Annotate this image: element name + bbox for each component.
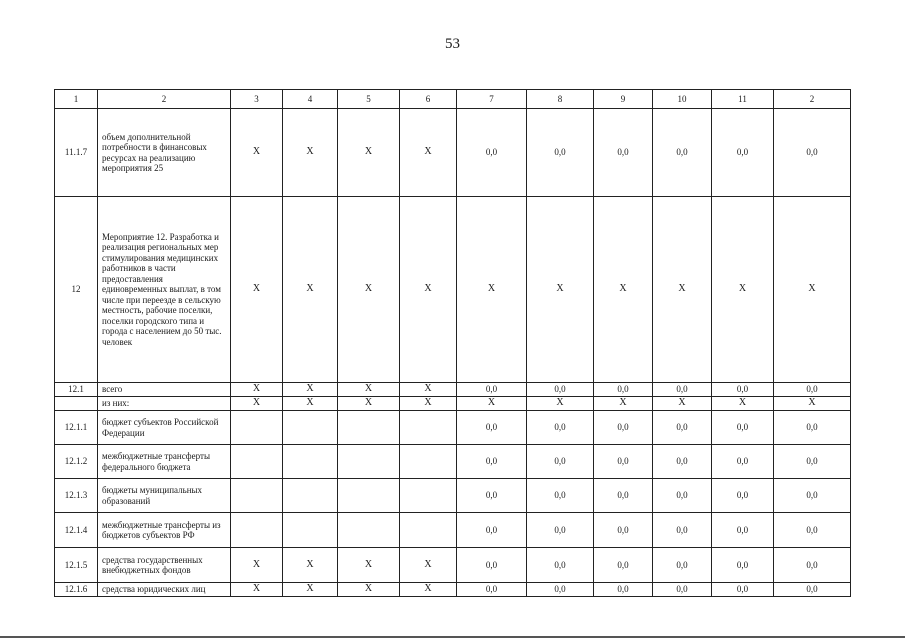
table-cell: 0,0 [653,513,712,548]
table-cell: 0,0 [594,548,653,583]
table-cell: 0,0 [712,548,774,583]
table-cell: X [594,397,653,411]
table-cell: 0,0 [527,513,594,548]
table-cell [283,513,338,548]
table-cell: X [338,383,400,397]
table-cell: 0,0 [774,411,851,445]
table-cell: X [400,197,457,383]
table-cell: 0,0 [774,445,851,479]
table-cell: X [594,197,653,383]
table-row [55,397,851,411]
table-cell: 0,0 [594,445,653,479]
table-cell [338,411,400,445]
row-number: 12.1.2 [55,445,98,479]
table-row [55,548,851,583]
header-cell: 6 [400,90,457,109]
table-cell: 0,0 [594,383,653,397]
row-description: средства государственных внебюджетных фондов [98,548,231,583]
table-cell: X [400,109,457,197]
table-cell [400,411,457,445]
row-description: из них: [98,397,231,411]
table-cell: X [283,583,338,597]
table-cell: X [283,197,338,383]
table-cell: X [400,397,457,411]
row-description: всего [98,383,231,397]
table-cell [400,445,457,479]
table-cell: 0,0 [712,411,774,445]
row-number: 12.1.1 [55,411,98,445]
table-cell: 0,0 [527,479,594,513]
table-cell: X [231,397,283,411]
table-cell: X [774,397,851,411]
table-cell: X [338,109,400,197]
table-cell: 0,0 [712,479,774,513]
table-cell: X [457,397,527,411]
header-cell: 10 [653,90,712,109]
table-cell: X [653,197,712,383]
table-cell [231,513,283,548]
table-cell: 0,0 [653,479,712,513]
table-cell: 0,0 [653,109,712,197]
row-number [55,397,98,411]
table-cell: 0,0 [457,383,527,397]
table-cell [400,513,457,548]
table-cell: X [231,583,283,597]
table-cell: 0,0 [527,548,594,583]
table-cell [231,411,283,445]
header-cell: 5 [338,90,400,109]
table-cell: 0,0 [653,548,712,583]
table-cell: 0,0 [653,445,712,479]
row-description: бюджет субъектов Российской Федерации [98,411,231,445]
table-cell: 0,0 [594,583,653,597]
table-cell: 0,0 [457,548,527,583]
row-description: бюджеты муниципальных образований [98,479,231,513]
table-cell: 0,0 [594,109,653,197]
table-cell: X [400,583,457,597]
table-cell: X [231,383,283,397]
row-number: 12.1 [55,383,98,397]
header-cell: 2 [774,90,851,109]
table-row [55,583,851,597]
table-cell: X [338,548,400,583]
table-cell [338,513,400,548]
table-cell: X [231,197,283,383]
row-description: межбюджетные трансферты из бюджетов субъектов РФ [98,513,231,548]
row-number: 12.1.6 [55,583,98,597]
table-cell: 0,0 [653,411,712,445]
table-cell: 0,0 [774,513,851,548]
header-cell: 1 [55,90,98,109]
table-cell: X [712,197,774,383]
table-cell: 0,0 [527,411,594,445]
table-cell: X [712,397,774,411]
table-cell [338,445,400,479]
table-cell [338,479,400,513]
table-cell: 0,0 [774,479,851,513]
table-cell: 0,0 [527,583,594,597]
table-cell: X [338,583,400,597]
table-row [55,411,851,445]
table-cell: 0,0 [457,479,527,513]
table-cell: 0,0 [457,583,527,597]
table-cell: 0,0 [457,109,527,197]
row-number: 12.1.5 [55,548,98,583]
table-cell: 0,0 [527,383,594,397]
table-cell: 0,0 [594,479,653,513]
table-cell: 0,0 [594,411,653,445]
table-cell: X [231,109,283,197]
table-cell [231,445,283,479]
table-cell: 0,0 [774,548,851,583]
table-cell: X [283,397,338,411]
table-cell: 0,0 [457,445,527,479]
table-cell: 0,0 [774,109,851,197]
header-cell: 9 [594,90,653,109]
table-cell: 0,0 [653,383,712,397]
table-cell: X [283,109,338,197]
header-cell: 11 [712,90,774,109]
table-cell [400,479,457,513]
table-row [55,197,851,383]
table-cell: X [527,397,594,411]
table-cell: X [338,197,400,383]
table-cell [231,479,283,513]
table-cell [283,479,338,513]
table-cell: 0,0 [712,383,774,397]
row-number: 12.1.4 [55,513,98,548]
table-cell: 0,0 [653,583,712,597]
table-cell: X [338,397,400,411]
table-cell: 0,0 [712,513,774,548]
table-row [55,383,851,397]
table-cell: 0,0 [457,411,527,445]
table-cell: X [283,383,338,397]
scan-bottom-edge [0,636,905,638]
row-description: средства юридических лиц [98,583,231,597]
header-cell: 8 [527,90,594,109]
row-description: межбюджетные трансферты федерального бюджета [98,445,231,479]
table-cell: X [527,197,594,383]
table-cell: 0,0 [527,109,594,197]
table-cell: 0,0 [527,445,594,479]
table-row [55,479,851,513]
table-cell: X [231,548,283,583]
table-row [55,445,851,479]
table-cell [283,445,338,479]
header-cell: 3 [231,90,283,109]
table-cell: 0,0 [712,583,774,597]
table-cell: X [653,397,712,411]
budget-table [54,89,851,597]
table-row [55,109,851,197]
row-description: объем дополнительной потребности в финансовых ресурсах на реализацию мероприятия 25 [98,109,231,197]
table-cell: X [774,197,851,383]
table-cell: 0,0 [457,513,527,548]
row-number: 11.1.7 [55,109,98,197]
header-cell: 2 [98,90,231,109]
header-cell: 7 [457,90,527,109]
row-number: 12 [55,197,98,383]
table-row [55,513,851,548]
table-cell: 0,0 [774,383,851,397]
table-cell: 0,0 [712,445,774,479]
table-cell: 0,0 [594,513,653,548]
header-cell: 4 [283,90,338,109]
row-description: Мероприятие 12. Разработка и реализация региональных мер стимулирования медицинских работников в части предоставления единовременных выплат, в том числе при переезде в сельскую местность, рабочие поселки, поселки городского типа и города с населением до 50 тыс. человек [98,197,231,383]
table-cell: 0,0 [712,109,774,197]
page-number: 53 [445,36,460,52]
table-cell: X [283,548,338,583]
table-cell: X [457,197,527,383]
table-cell: X [400,548,457,583]
table-cell [283,411,338,445]
table-cell: 0,0 [774,583,851,597]
row-number: 12.1.3 [55,479,98,513]
table-cell: X [400,383,457,397]
table-header-row [55,90,851,109]
